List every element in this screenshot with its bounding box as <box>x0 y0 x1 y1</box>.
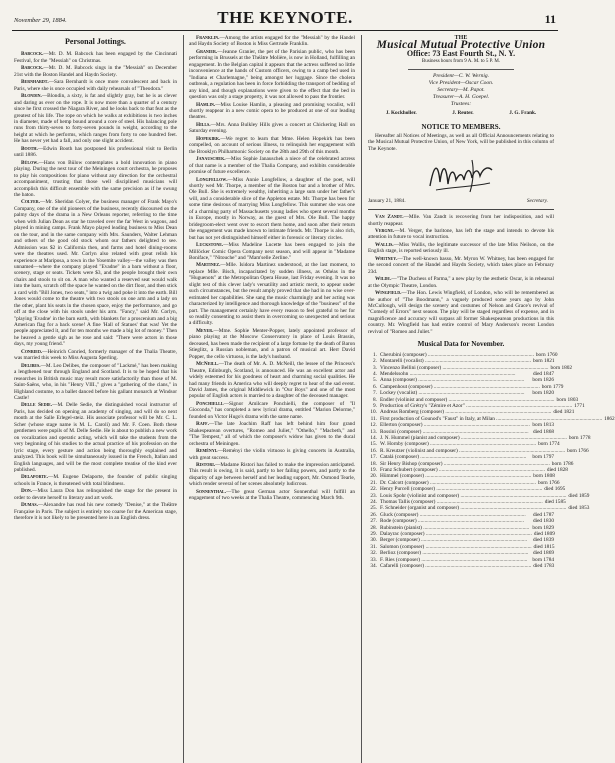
row-text: F. Schneider (organist and composer) ................................................................................ <box>380 505 567 512</box>
jotting-paragraph <box>368 214 554 227</box>
jotting-text: —Miss Louise Hamlin, a pleasing and promising vocalist, will shortly reappear in a new comic opera to be produced at one of our leading theatres. <box>189 101 355 121</box>
row-date: born 1778 <box>568 434 591 441</box>
masthead <box>12 8 558 31</box>
row-date: died 1821 <box>553 409 575 416</box>
officer-line: Treasurer—A. H. Goepel. <box>432 93 490 100</box>
row-text: Ellerton (composer) ................................................................................ <box>380 422 530 429</box>
jotting-paragraph <box>368 256 554 275</box>
jotting-paragraph <box>14 51 177 64</box>
jotting-text: —Among the artists engaged for the "Messiah" by the Handel and Haydn Society of Boston is Miss Gertrude Franklin. <box>189 35 355 48</box>
row-text: Thomas Tallis (composer) ................................................................................ <box>380 499 543 506</box>
row-text: Franz Schubert (composer) ................................................................................ <box>380 467 545 473</box>
trustees-label: Trustees: <box>450 100 472 107</box>
row-text: Hümmel (composer) ................................................................................ <box>380 473 532 480</box>
row-date: died 1828 <box>546 467 568 473</box>
divider <box>368 209 554 210</box>
row-number: 26. <box>370 511 377 518</box>
jotting-lead: Wingfield. <box>375 290 402 297</box>
jotting-paragraph <box>189 156 355 175</box>
jotting-lead: Bernhardt. <box>21 79 49 86</box>
row-text: W. Hornby (composer) ................................................................................ <box>380 441 537 448</box>
society-article: THE <box>454 35 468 41</box>
row-number: 1. <box>373 351 377 358</box>
column-rule <box>183 35 184 763</box>
row-date: born 1760 <box>535 351 558 358</box>
row-number: 12. <box>370 422 377 429</box>
row-number: 19. <box>370 467 377 473</box>
row-text: F. Ries (composer) ................................................................................ <box>380 556 528 563</box>
jotting-lead: Wallis. <box>375 241 394 248</box>
row-number: 6. <box>373 383 377 390</box>
row-number: 13. <box>370 428 377 435</box>
jotting-text: —M. Leo Delibes, the composer of "Lackmé," has been making a lengthened tour through England and Scotland. It is to be hoped that his researches in British music may result more satisfactorily than those of M. Saint-Saëns, who, in his "Henry VIII.," gives a "gathering of the clans," in Highland costume, to a ballet danced before his gallant monarch at Windsor Castle! <box>14 362 177 402</box>
jotting-lead: Ristori. <box>196 462 216 468</box>
trustees-list <box>368 110 554 116</box>
jotting-text: —Miss Sophie Janauschek a niece of the celebrated actress of that name is a member of the Thalia Company, and exhibits considerable promise of future excellence. <box>189 156 355 176</box>
row-date: born 1802 <box>550 364 573 371</box>
row-text: Berger (composer) ................................................................................ <box>380 537 528 544</box>
jotting-text: —M. Verger, the baritone, has left the stage and intends to devote his attention in future to vocal instruction. <box>368 227 554 241</box>
jotting-lead: Conried. <box>21 348 43 355</box>
row-text: Andreas Romberg (composer) ................................................................................ <box>380 409 552 416</box>
jotting-lead: Sonnenthal. <box>196 488 227 495</box>
row-date: died 1853 <box>568 505 590 512</box>
row-date: born 1808 <box>533 473 555 480</box>
society-hours: Business hours from 9 A. M. to 5 P. M. <box>421 59 501 65</box>
signature-block <box>368 156 554 206</box>
row-date: died 1815 <box>533 543 555 550</box>
row-text: Anna (composer) ................................................................................ <box>380 377 525 384</box>
row-text: R. Kreutzer (violinist and composer) ................................................................................ <box>380 447 566 454</box>
row-number: 22. <box>370 486 377 493</box>
jotting-text: —Miss Wallis, the legitimate successor of the late Miss Neilson, on the English stage, is reported seriously ill. <box>368 241 554 255</box>
row-number: 29. <box>370 531 377 538</box>
musical-data-list <box>368 351 615 570</box>
row-number: 34. <box>370 563 377 570</box>
row-date: died 1787 <box>532 511 554 518</box>
jotting-paragraph <box>189 102 355 121</box>
jotting-text: —Blondin, a sixty, is fat and slightly gray, but he is as clever and daring as ever on the rope. It is now more than a quarter of a century since he first crossed the Niagara River, and he looks back to that feat as the greatest of his life. The rope on which he walks at exhibitions is two inches in diameter, made of hemp bound around a core of steel. His balancing pole runs from thirty-seven to forty-seven pounds in weight, according to the height at which he performs, which ranges from forty to one hundred feet. He has never yet had a fall, and only one slight accident. <box>14 93 177 145</box>
jotting-lead: Whitney. <box>375 255 398 262</box>
newspaper-title: THE KEYNOTE. <box>217 8 353 27</box>
row-text: Endler (violinist and composer) ................................................................................ <box>380 396 555 403</box>
jotting-text: —Mlle. Isidora Martinez understood, at the last moment, to replace Mlle. Bisch, incapacitated by sudden illness, as Othéas in the "Huguenots" at the Metropolitan Opera House, last Friday evening. It was no slight test of this clever lady's versatility and artistic merit, to appear under such circumstances, but the result amply proved that she had in no wise over-estimated her capabilities. She sang the music charmingly and her acting was characterized by intelligence and thorough knowledge of the "business" of the part. The management certainly have every reason to feel grateful to her for so readily consenting to assist them in overcoming so unexpected and serious a difficulty. <box>189 262 355 327</box>
row-date: died 1585 <box>544 499 566 506</box>
jotting-paragraph <box>189 361 355 400</box>
row-date: 1771 <box>574 402 585 409</box>
row-date: born 1784 <box>532 556 554 563</box>
row-text: Catalá (composer) ................................................................................ <box>380 454 527 461</box>
jottings-list-left <box>14 51 177 521</box>
jotting-paragraph <box>14 65 177 78</box>
row-text: Gluck (composer) ................................................................................ <box>380 511 526 518</box>
jotting-lead: Dumas. <box>21 502 38 509</box>
jotting-lead: Don. <box>21 488 33 495</box>
signature-title: Secretary. <box>526 197 548 204</box>
jotting-paragraph <box>14 502 177 521</box>
jotting-text: —Signor Amilcare Ponchielli, the composer of "Il Gioconda," has completed a new lyrical drama, entitled "Marion Delorme," founded on Victor Hugo's drama with the same name. <box>189 400 355 420</box>
row-text: Louis Spohr (violinist and composer) ................................................................................ <box>380 492 567 499</box>
jotting-paragraph <box>14 363 177 402</box>
jotting-paragraph <box>14 199 177 347</box>
row-text: Production of Grétry's "Zémire et Azor" ................................................................................ <box>380 402 573 409</box>
divider <box>408 69 514 70</box>
column-left <box>14 35 177 763</box>
row-text: Berlioz (composer) ................................................................................ <box>380 550 529 557</box>
handwritten-signature <box>426 156 496 196</box>
officers-list <box>368 73 554 101</box>
jotting-text: —Mlle. Van Zandt is recovering from her indisposition, and will shortly reappear. <box>368 214 554 227</box>
jotting-text: —M. Eugene Delaporte, the founder of public singing schools in France, is threatened with total blindness. <box>14 474 177 487</box>
row-date: died 1859 <box>568 492 590 499</box>
jotting-lead: Hamlin. <box>196 101 216 108</box>
row-text: Cherubini (composer) ................................................................................ <box>380 351 534 358</box>
row-text: Henry Purcell (composer) ................................................................................ <box>380 486 543 493</box>
jotting-lead: Hopekirk. <box>196 135 221 142</box>
row-date: born 1779 <box>541 383 564 390</box>
row-date: born 1826 <box>532 377 554 384</box>
page-number: 11 <box>544 12 556 26</box>
row-date: died 1847 <box>532 370 554 377</box>
row-text: Dalayrac (composer) ................................................................................ <box>380 531 532 538</box>
jotting-text: —Mrs. Anna Bulkley Hills gives a concert at Chickering Hall on Saturday evening. <box>189 121 355 135</box>
trustee-name: J. Kockholler. <box>385 109 417 116</box>
jotting-text: —Reményi the violin virtuoso is giving concerts in Australia, with great success. <box>189 448 355 461</box>
jotting-paragraph <box>189 49 355 101</box>
row-number: 7. <box>373 390 377 397</box>
issue-date: November 29, 1884. <box>14 17 67 24</box>
trustee-name: J. Reuter. <box>452 109 474 116</box>
jotting-lead: Delle Sedie. <box>21 402 53 409</box>
row-date: born 1774 <box>538 441 560 448</box>
row-date: died 1839 <box>532 537 554 544</box>
officer-line: President—C. W. Wernig. <box>432 72 490 79</box>
musical-data-row <box>368 563 554 569</box>
row-text: Rossini (composer) ................................................................................ <box>380 428 529 435</box>
row-number: 25. <box>370 505 377 512</box>
jotting-lead: Raff. <box>196 421 209 428</box>
section-heading: Personal Jottings. <box>65 37 126 46</box>
officer-line: Vice President—Oscar Coon. <box>428 79 494 86</box>
jotting-text: —Heinrich Conried, formerly manager of the Thalia Theatre, was married this week to Miss Augusta Sperling. <box>14 348 177 362</box>
jotting-text: —We regret to learn that Mme. Helen Hopekirk has been compelled, on account of serious illness, to relinquish her engagement with the Brooklyn Philharmonic Society on the 28th and 29th of this month. <box>189 135 355 155</box>
jotting-text: —Miss Laura Don has relinquished the stage for the present in order to devote herself to literary and art work. <box>14 488 177 501</box>
row-number: 4. <box>373 370 377 377</box>
jotting-lead: Granier. <box>196 48 218 55</box>
row-number: 23. <box>370 492 377 499</box>
row-date: born 1829 <box>532 524 554 531</box>
row-number: 33. <box>370 556 377 563</box>
trustee-name: J. G. Frank. <box>509 109 537 116</box>
jotting-text: —Mme. Sophie Menter-Popper, lately appointed professor of piano playing at the Moscow Conservatory in place of Louis Brassin, deceased, has been made the recipient of a large fortune by the death of Baron Stieglitz, a Russian nobleman, and a patron of musical art. Herr David Popper, the cello virtuoso, is the lady's husband. <box>189 327 355 360</box>
jotting-paragraph <box>189 262 355 327</box>
row-date: born 1820 <box>532 390 554 397</box>
row-number: 9. <box>373 402 377 409</box>
jotting-lead: Hills. <box>196 121 211 128</box>
jotting-text: —The great German actor Sonnenthal will fulfill an engagement of two weeks at the Thalia Theatre, commencing March 9th. <box>189 488 355 502</box>
row-date: died 1809 <box>533 531 555 538</box>
jotting-paragraph <box>189 136 355 155</box>
jotting-paragraph <box>189 421 355 447</box>
jotting-text: —Jeanne Granier, the pet of the Parisian public, who has been performing in Brussels at the Théâtre Molière, is now in Holland, fulfilling an engagement. In the Belgian capital it appears that the actress suffered no little inconvenience at the hands of Custom officers, owing to a camp bed used in "Indiana et Charlemagne," being amongst her luggage. Since the cholera outbreak, a regulation has been in force forbidding the transport of bedding of any kind, and though explanations were given to the effect that the bed in question was only a stage property, it was not allowed to pass the frontier. <box>189 48 355 101</box>
jotting-paragraph <box>189 448 355 461</box>
jotting-lead: Babcock. <box>21 65 44 72</box>
jotting-paragraph <box>14 349 177 362</box>
jotting-lead: Delaporte. <box>21 474 49 481</box>
jotting-lead: Babcock. <box>21 51 44 58</box>
row-number: 18. <box>370 460 377 467</box>
row-date: 1862 <box>604 415 615 422</box>
row-number: 31. <box>370 543 377 550</box>
row-date: born 1797 <box>532 454 554 461</box>
columns <box>12 35 615 763</box>
row-text: J. N. Hummel (pianist and composer) ................................................................................ <box>380 434 567 441</box>
jotting-paragraph <box>14 146 177 159</box>
jotting-paragraph <box>189 489 355 502</box>
jotting-text: —Mr. D. M. Babcock has been engaged by the Cincinnati Festival, for the "Messiah" on Christmas. <box>14 51 177 64</box>
jotting-lead: McNeill. <box>196 361 219 368</box>
row-text: Rubinstein (pianist) ................................................................................ <box>380 524 530 531</box>
jotting-paragraph <box>368 290 554 335</box>
jotting-paragraph <box>368 242 554 255</box>
jotting-lead: Van Zandt. <box>375 214 404 221</box>
society-name: Musical Mutual Protective Union <box>376 39 546 52</box>
jotting-text: —The well-known basso, Mr. Myron W. Whitney, has been engaged for the second concert of the Handel and Haydn Society, which takes place on February 23d. <box>368 255 554 275</box>
jotting-lead: Ponchielli. <box>196 400 224 407</box>
jotting-paragraph <box>14 488 177 501</box>
jotting-paragraph <box>14 474 177 487</box>
jotting-paragraph <box>189 122 355 135</box>
row-date: born 1766 <box>537 479 560 486</box>
notice-heading: NOTICE TO MEMBERS. <box>421 123 501 132</box>
jotting-text: —Edwin Booth has postponed his professional visit to Berlin until 1886. <box>14 145 177 159</box>
officer-line: Secretary—M. Papot. <box>437 86 485 93</box>
column-rule <box>361 35 362 763</box>
jotting-text: —Madame Ristori has failed to make the impression anticipated. This result is owing, it is said, partly to her failing powers, and partly to the disparity of age between herself and her leading support, Mr. Osmond Tearle, which render several of her scenes absolutely ludicrous. <box>189 462 355 488</box>
row-number: 5. <box>373 377 377 384</box>
row-number: 17. <box>370 454 377 461</box>
row-number: 10. <box>370 409 377 416</box>
row-text: Dr. Calcott (composer) ................................................................................ <box>380 479 536 486</box>
jotting-text: —Alexandre has read his new comedy "Denise," at the Théâtre Française in Paris. The subject is entirely too coarse for the American stage, therefore it is not likely to be presented here in an English dress. <box>14 502 177 522</box>
row-number: 16. <box>370 447 377 454</box>
jotting-text: —The late Joachim Raff has left behind him four grand Shakespearean overtures, "Romeo and Juliet," "Othello," "Macbeth," and "The Tempest," all of which the composer's widow has given to the ducal orchestra of Meiningen. <box>189 421 355 447</box>
jotting-text: —M. Delle Sedie, the distinguished vocal instructor of Paris, has decided on opening an academy of singing, and will do so next month at the Salle Erlegel-steiz. His associate professor will be Mr. C. L. Scher (whose stage name is M. L. Caroli) and Mr. F. Coen. Both these gentlemen were pupils of M. Delle Sedie. He is about to publish a new work on vocalization and operatic acting, which will take the students from the very beginning of his studies to the actual practice of his profession on the lyric stage, every gesture and action being thoroughly explained and analyzed. This book will be simultaneously issued in the French, Italian and English languages, and will be the most complete treatise of the kind ever published. <box>14 402 178 473</box>
row-date: born 1766 <box>567 447 589 454</box>
row-text: Vincenzo Bellini (composer) ................................................................................ <box>380 364 549 371</box>
society-office: Office: 73 East Fourth St., N. Y. <box>406 48 516 58</box>
row-number: 21. <box>370 479 377 486</box>
row-number: 15. <box>370 441 377 448</box>
jotting-paragraph <box>368 228 554 241</box>
row-number: 24. <box>370 499 377 506</box>
row-number: 27. <box>370 518 377 525</box>
jotting-lead: Longfellow. <box>196 176 228 183</box>
row-number: 14. <box>370 434 377 441</box>
jotting-text: —Hans von Bülow contemplates a bold innovation in piano playing. During the next tour of the Meiningen court orchestra, he proposes to play his compositions for piano without any direction for the orchestral accompaniment, trusting that those well disciplined musicians will accomplish this difficult ensemble with the same precision as if he swung the baton. <box>14 159 177 198</box>
jotting-paragraph <box>189 401 355 420</box>
jotting-lead: Martinez. <box>196 262 221 269</box>
jotting-lead: Janauschek. <box>196 156 226 163</box>
column-right <box>368 35 615 763</box>
row-text: Mendelssohn ................................................................................ <box>380 370 516 377</box>
jotting-paragraph <box>368 276 554 289</box>
jotting-paragraph <box>14 402 177 473</box>
jotting-lead: Booth. <box>21 145 38 152</box>
jottings-list-middle <box>189 35 355 502</box>
row-text: Cafarelli (composer) ................................................................................ <box>380 563 532 570</box>
jotting-text: —Mr. Sheridan Colyer, the business manager of Frank Mayo's Company, one of the old pioneers of the business, recently discoursed on the palmy days of the drama in a New Orleans reporter, referring to the time when with Julian Dean as star he traveled over the far West in wagons, and played in mining camps. Frank Mayo played leading business to Miss Dean on the tour, and in the same company with Mrs. Saunders, Walter Lehman and others of the good old stock whom our fathers delighted to see. Admission was $2 in California then, and farms and hotel dining-rooms were the theatres used. Mr. Corlyn also related with great relish his experience at Mariposa, a town in the Yosemite valley—the valley was then unnamed—where the company played "Evadne" in a barn without a floor, scenery, stage or seats. Tickets were $3, and the people brought their own chairs and stools to sit on. A man who wanted a reserved seat would walk into the barn, scratch off the space he wanted on the dirt floor, and then stick a card with "Bill Jones, two seats," into a twig and poke it into the earth. Bill Jones would come to the theatre with two stools on one arm and a lady on the other, plant his seats in the chosen space, enjoy the performance, and go off at the close with his stools under his arm. "Fancy," said Mr. Corlyn, "playing 'Evadne' in the barn earth, with blankets for a proscenium and a big American flag for a back scene! A fine 'Hall of Statues' that was! Yet the people appreciated it, and for ten months we made a big lot of money." Then he heaved a gentle sigh as he rose and said: "There were actors in those days, my young friend." <box>14 199 177 348</box>
jotting-lead: Bülow. <box>21 159 39 166</box>
jotting-paragraph <box>14 79 177 92</box>
row-date: died 1695 <box>544 486 566 493</box>
jotting-lead: Colyer. <box>21 199 41 206</box>
jotting-text: —Miss Annie Longfellow, a daughter of the poet, will shortly wed Mr. Thorpe, a member of the Boston bar and a brother of Mrs. Ole Bull. She is extremely wealthy, inheriting a large sum under her father's will, and a considerable slice of the Appleton estate. Mr. Thorpe has been for some time desirous of marrying Miss Longfellow. This summer she was one of a charming party of Massachusetts young ladies who spent several months in Europe, mostly in Norway, as the guest of Mrs. Ole Bull. The happy bridegroom-elect went over to escort them home, and soon after their return the engagement was made known to intimate friends. Mr. Thorpe is also rich, but has not yet distinguished himself either in forensic or literary circles. <box>189 176 355 241</box>
jottings-list-right <box>368 214 554 335</box>
row-date: born 1821 <box>532 358 555 365</box>
jotting-lead: Reményi. <box>196 448 218 455</box>
jotting-paragraph <box>189 35 355 48</box>
row-text: Sir Henry Bishop (composer) ................................................................................ <box>380 460 550 467</box>
row-text: First production of Gounod's "Faust" in Italy, at Milan ................................................................................ <box>380 415 603 422</box>
row-date: born 1786 <box>551 460 574 467</box>
row-number: 8. <box>373 396 377 403</box>
row-number: 32. <box>370 550 377 557</box>
jotting-text: —Miss Madeline Lucette has been engaged to join the Millöcker Comic Opera Company next season, and will appear in "Madame Boniface," "Nitouche" and "Mam'selle Zerline." <box>189 242 355 261</box>
musical-data-heading: Musical Data for November. <box>417 340 505 349</box>
row-text: Salomon (composer) ................................................................................ <box>380 543 532 550</box>
row-number: 3. <box>373 364 377 371</box>
row-date: born 1813 <box>532 422 554 429</box>
row-text: Lockey (vocalist) ................................................................................ <box>380 390 525 397</box>
signature-date: January 21, 1884. <box>368 197 406 204</box>
jotting-lead: Meyer. <box>196 327 214 334</box>
jotting-text: —Mr. D. M. Babcock sings in the "Messiah" on December 21st with the Boston Handel and Haydn Society. <box>14 65 177 78</box>
jotting-text: —Sara Bernhardt is once more convalescent and back in Paris, where she is once occupied with daily rehearsals of "Theodora." <box>14 79 177 92</box>
jotting-paragraph <box>189 242 355 261</box>
row-number: 2. <box>373 358 377 365</box>
row-number: 11. <box>370 415 377 422</box>
jotting-lead: Luckstone. <box>196 242 224 249</box>
jotting-lead: Wilde. <box>375 276 392 283</box>
notice-body: Hereafter all Notices of Meetings, as well as all Official Announcements relating to the Musical Mutual Protective Union, of New York, will be published in this column of The Keynote. <box>368 132 554 152</box>
row-number: 30. <box>370 537 377 544</box>
jotting-text: —"The Duchess of Parma," a new play by the æsthetic Oscar, is in rehearsal at the Olympic Theatre, London. <box>368 276 554 289</box>
row-date: died 1869 <box>532 550 554 557</box>
row-date: born 1803 <box>556 396 579 403</box>
jotting-paragraph <box>14 160 177 199</box>
jotting-lead: Franklin. <box>196 35 220 41</box>
row-date: died 1783 <box>533 563 555 570</box>
jotting-paragraph <box>14 93 177 145</box>
jotting-paragraph <box>189 328 355 360</box>
row-date: died 1868 <box>532 428 554 435</box>
jotting-lead: Vergne. <box>375 227 395 234</box>
jotting-text: —The Hon. Lewis Wingfield, of London, who will be remembered as the author of "The Boodmann," a vaguely produced some years ago by John McCullough, will design the scenery and costumes of Nelson and Grace's revival of "Comedy of Errors" next season. The play will be staged regardless of expense, and in magnificence and accuracy will surpass all former Shakespearean productions in this country. Mr. Wingfield has had entire control of Mary Anderson's recent London revival of "Romeo and Juliet." <box>368 290 554 335</box>
column-middle <box>189 35 355 763</box>
jotting-lead: Delibes. <box>21 362 41 369</box>
jotting-paragraph <box>189 177 355 242</box>
row-number: 20. <box>370 473 377 480</box>
jotting-lead: Blondin. <box>21 93 42 100</box>
jotting-paragraph <box>189 462 355 488</box>
row-text: Rode (composer) ................................................................................ <box>380 518 524 525</box>
row-text: Montarelli (vocalist) ................................................................................ <box>380 358 531 365</box>
row-date: died 1830 <box>532 518 554 525</box>
row-text: Campenhout (composer) ................................................................................ <box>380 383 540 390</box>
row-number: 28. <box>370 524 377 531</box>
jotting-text: —The death of Mr. A. D. McNeill, the lessee of the Princess's Theatre, Edinburgh, Scotland, is announced. He was an excellent actor and widely esteemed for his goodness of heart and charming social qualities. He had many friends in America who will deeply regret to hear of the sad event. David James, the original Middlewick in "Our Boys" and one of the most popular of English actors is married to a daughter of the deceased manager. <box>189 361 355 400</box>
